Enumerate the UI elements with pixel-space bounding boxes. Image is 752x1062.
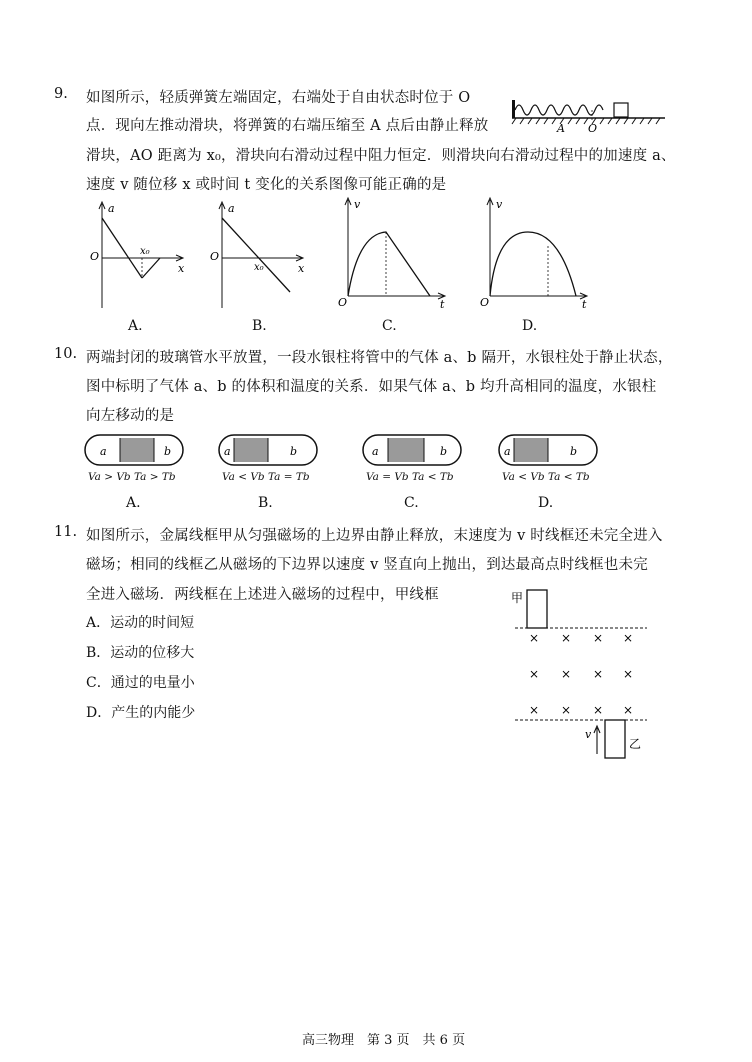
q11-option-a[interactable]: A．运动的时间短 [86,615,195,631]
q10-option-a[interactable]: A. [126,495,141,511]
q10-tube-b [218,434,318,468]
q11-option-c[interactable]: C．通过的电量小 [86,675,195,691]
q10-caption-c: Va = Vb Ta < Tb [366,471,454,483]
cross-mark: × [623,667,634,681]
q9-line-2: 点．现向左推动滑块，将弹簧的右端压缩至 A 点后由静止释放 [86,118,489,134]
cross-mark: × [593,631,604,645]
q10-line-2: 图中标明了气体 a、b 的体积和温度的关系．如果气体 a、b 均升高相同的温度，水银柱 [86,379,657,395]
q11-field-figure [505,586,655,764]
graph-a-xlabel: x [178,262,185,275]
tube-a-gas-b: b [164,445,172,458]
q9-graph-a [90,200,200,312]
q11-option-d[interactable]: D．产生的内能少 [86,705,196,721]
q9-graph-d [478,196,598,312]
cross-mark: × [561,667,572,681]
cross-mark: × [593,667,604,681]
q9-option-d[interactable]: D. [522,318,538,334]
graph-b-ylabel: a [228,202,235,215]
q9-option-a[interactable]: A. [128,318,143,334]
q10-line-1: 两端封闭的玻璃管水平放置，一段水银柱将管中的气体 a、b 隔开，水银柱处于静止状态， [86,350,673,366]
graph-a-origin: O [90,250,100,263]
q9-option-b[interactable]: B. [252,318,267,334]
graph-c-xlabel: t [440,298,445,311]
graph-a-x0: x₀ [140,246,150,257]
cross-mark: × [529,631,540,645]
q9-graph-c [336,196,456,312]
q10-tube-c [362,434,462,468]
cross-mark: × [529,703,540,717]
graph-b-xlabel: x [298,262,305,275]
frame-jia-label: 甲 [511,591,524,605]
graph-c-ylabel: v [354,198,361,211]
q10-caption-a: Va > Vb Ta > Tb [88,471,176,483]
cross-mark: × [561,631,572,645]
q11-line-1: 如图所示，金属线框甲从匀强磁场的上边界由静止释放，末速度为 v 时线框还未完全进入 [86,528,663,544]
frame-jia [527,590,547,628]
graph-d-xlabel: t [582,298,587,311]
tube-b-gas-a: a [224,445,231,458]
cross-mark: × [623,631,634,645]
graph-b-origin: O [210,250,220,263]
page-footer: 高三物理 第 3 页 共 6 页 [302,1033,466,1048]
q10-option-b[interactable]: B. [258,495,273,511]
q10-caption-d: Va < Vb Ta < Tb [502,471,590,483]
q10-option-d[interactable]: D. [538,495,554,511]
q11-line-3: 全进入磁场．两线框在上述进入磁场的过程中，甲线框 [86,587,439,603]
tube-d-gas-b: b [570,445,578,458]
tube-c-gas-b: b [440,445,448,458]
cross-mark: × [561,703,572,717]
q9-spring-figure [510,98,670,136]
cross-mark: × [529,667,540,681]
q11-line-2: 磁场；相同的线框乙从磁场的下边界以速度 v 竖直向上抛出，到达最高点时线框也未完 [86,557,648,573]
q10-tube-a [84,434,184,468]
graph-c-origin: O [338,296,348,309]
frame-yi-label: 乙 [629,737,642,751]
tube-c-gas-a: a [372,445,379,458]
cross-mark: × [593,703,604,717]
velocity-v-label: v [585,728,592,741]
tube-b-gas-b: b [290,445,298,458]
q11-number: 11. [54,524,78,540]
q11-option-b[interactable]: B．运动的位移大 [86,645,195,661]
graph-a-ylabel: a [108,202,115,215]
cross-mark: × [623,703,634,717]
q10-number: 10. [54,346,78,362]
q10-caption-b: Va < Vb Ta = Tb [222,471,310,483]
point-o-label: O [588,122,598,135]
graph-d-ylabel: v [496,198,503,211]
q9-graph-b [210,200,320,312]
q10-option-c[interactable]: C. [404,495,419,511]
q10-tube-d [498,434,598,468]
point-a-label: A [557,122,565,135]
tube-a-gas-a: a [100,445,107,458]
tube-d-gas-a: a [504,445,511,458]
q9-line-4: 速度 v 随位移 x 或时间 t 变化的关系图像可能正确的是 [86,177,447,193]
graph-b-x0: x₀ [254,262,264,273]
q9-line-3: 滑块，AO 距离为 x₀，滑块向右滑动过程中阻力恒定．则滑块向右滑动过程中的加速度 a、 [86,148,676,164]
frame-yi [605,720,625,758]
q10-line-3: 向左移动的是 [86,408,175,424]
q9-line-1: 如图所示，轻质弹簧左端固定，右端处于自由状态时位于 O [86,90,471,106]
q9-option-c[interactable]: C. [382,318,397,334]
q9-number: 9. [54,86,68,102]
graph-d-origin: O [480,296,490,309]
